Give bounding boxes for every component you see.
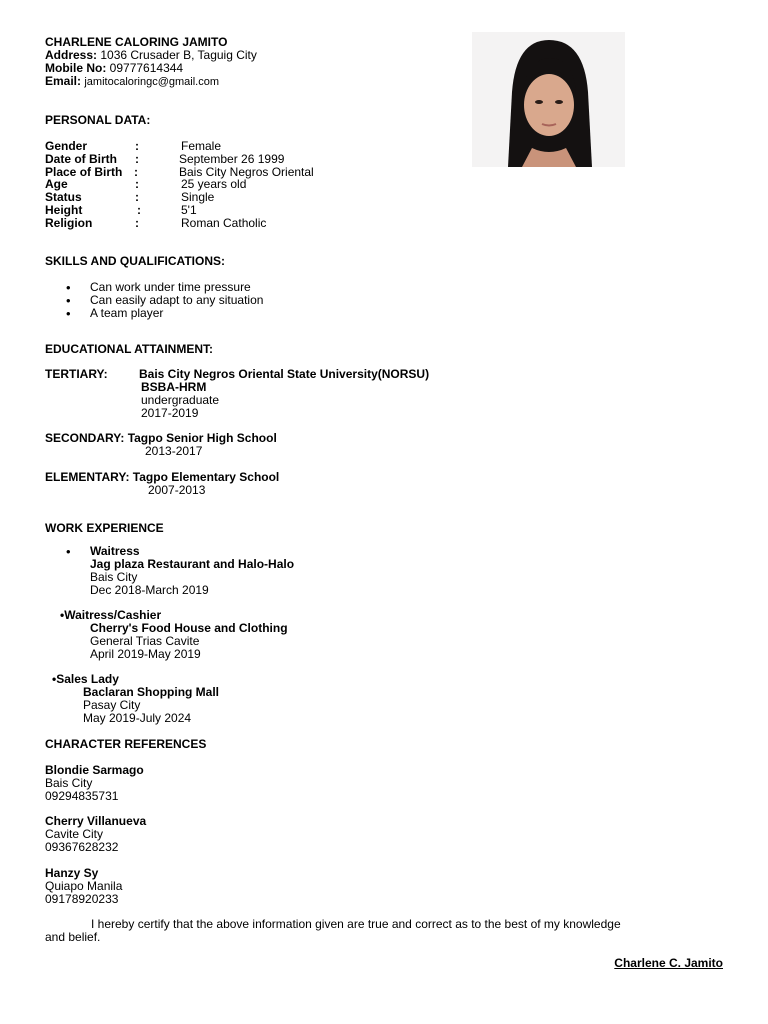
bullet-glyph: •	[66, 306, 71, 321]
reference-name: Cherry Villanueva	[45, 814, 147, 828]
bullet-glyph: •	[66, 280, 71, 295]
personal-colon: :	[135, 216, 139, 230]
skill-item: Can easily adapt to any situation	[90, 293, 264, 307]
reference-name: Blondie Sarmago	[45, 763, 144, 777]
skill-item: A team player	[90, 306, 164, 320]
elementary-school: Tagpo Elementary School	[132, 470, 280, 484]
tertiary-course: BSBA-HRM	[141, 380, 207, 394]
secondary-years: 2013-2017	[145, 444, 203, 458]
email-line	[45, 75, 219, 89]
job-title: Waitress/Cashier	[64, 608, 162, 622]
job-title: Waitress	[90, 544, 140, 558]
personal-colon: :	[135, 190, 139, 204]
personal-data-heading: PERSONAL DATA:	[45, 113, 151, 127]
elementary-label: ELEMENTARY:	[45, 470, 130, 484]
job-location: Bais City	[90, 570, 138, 584]
job-location: General Trias Cavite	[90, 634, 200, 648]
personal-colon: :	[135, 139, 139, 153]
tertiary-years: 2017-2019	[141, 406, 199, 420]
personal-colon: :	[135, 177, 139, 191]
personal-colon: :	[137, 203, 141, 217]
education-heading: EDUCATIONAL ATTAINMENT:	[45, 342, 213, 356]
elementary-years: 2007-2013	[148, 483, 206, 497]
work-heading: WORK EXPERIENCE	[45, 521, 164, 535]
reference-phone: 09178920233	[45, 892, 119, 906]
job-company: Cherry's Food House and Clothing	[90, 621, 288, 635]
portrait-illustration	[472, 32, 625, 167]
personal-label-birthplace: Place of Birth	[45, 165, 123, 179]
personal-label-status: Status	[45, 190, 82, 204]
job-company: Jag plaza Restaurant and Halo-Halo	[90, 557, 295, 571]
mobile-value: 09777614344	[109, 61, 184, 75]
reference-location: Bais City	[45, 776, 93, 790]
personal-value-dob: September 26 1999	[179, 152, 285, 166]
tertiary-status: undergraduate	[141, 393, 220, 407]
profile-photo	[472, 32, 625, 167]
personal-value-gender: Female	[181, 139, 222, 153]
personal-label-religion: Religion	[45, 216, 93, 230]
personal-label-dob: Date of Birth	[45, 152, 117, 166]
bullet-glyph: •	[60, 608, 65, 622]
job-dates: Dec 2018-March 2019	[90, 583, 209, 597]
mobile-label: Mobile No:	[45, 61, 107, 75]
address-value: 1036 Crusader B, Taguig City	[100, 48, 257, 62]
address-label: Address:	[45, 48, 98, 62]
reference-name: Hanzy Sy	[45, 866, 99, 880]
job-title: Sales Lady	[56, 672, 119, 686]
tertiary-label: TERTIARY:	[45, 367, 108, 381]
personal-label-gender: Gender	[45, 139, 88, 153]
personal-value-height: 5'1	[181, 203, 197, 217]
email-value: jamitocaloringc@gmail.com	[84, 76, 220, 88]
certification-text-continued: and belief.	[45, 930, 101, 944]
applicant-name: CHARLENE CALORING JAMITO	[45, 35, 228, 49]
job-company: Baclaran Shopping Mall	[83, 685, 220, 699]
personal-colon: :	[135, 152, 139, 166]
secondary-school: Tagpo Senior High School	[127, 431, 277, 445]
job-location: Pasay City	[83, 698, 141, 712]
job-dates: April 2019-May 2019	[90, 647, 201, 661]
personal-label-height: Height	[45, 203, 83, 217]
personal-value-birthplace: Bais City Negros Oriental	[179, 165, 314, 179]
personal-value-status: Single	[181, 190, 215, 204]
personal-value-religion: Roman Catholic	[181, 216, 267, 230]
tertiary-school: Bais City Negros Oriental State University(NORSU)	[139, 367, 430, 381]
reference-location: Cavite City	[45, 827, 104, 841]
email-label: Email:	[45, 74, 82, 88]
references-heading: CHARACTER REFERENCES	[45, 737, 207, 751]
reference-location: Quiapo Manila	[45, 879, 123, 893]
personal-label-age: Age	[45, 177, 68, 191]
reference-phone: 09367628232	[45, 840, 119, 854]
skill-item: Can work under time pressure	[90, 280, 251, 294]
bullet-glyph: •	[66, 293, 71, 308]
secondary-label: SECONDARY:	[45, 431, 125, 445]
job-dates: May 2019-July 2024	[83, 711, 192, 725]
certification-text: I hereby certify that the above information given are true and correct as to the best of my knowledge	[91, 917, 621, 931]
bullet-glyph: •	[66, 544, 71, 559]
skills-heading: SKILLS AND QUALIFICATIONS:	[45, 254, 225, 268]
personal-value-age: 25 years old	[181, 177, 247, 191]
signature-name: Charlene C. Jamito	[614, 956, 723, 970]
personal-colon: :	[134, 165, 138, 179]
reference-phone: 09294835731	[45, 789, 119, 803]
bullet-glyph: •	[52, 672, 57, 686]
